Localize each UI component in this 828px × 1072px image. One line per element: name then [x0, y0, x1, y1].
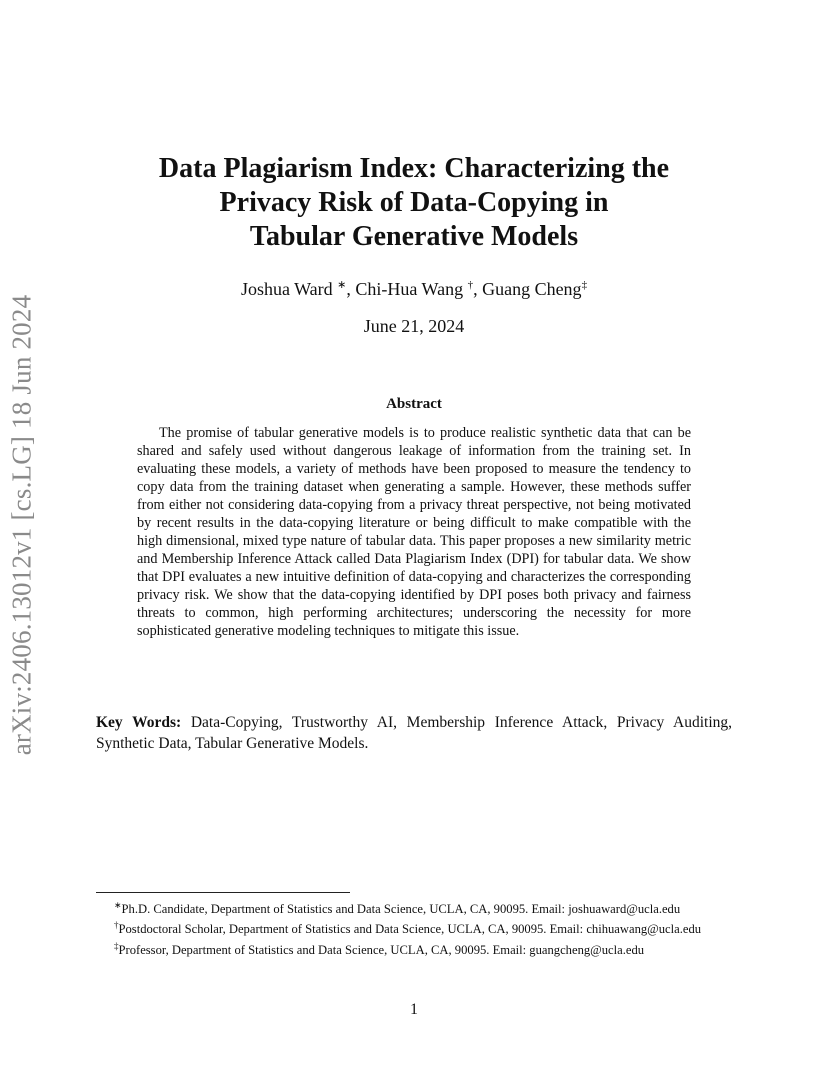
footnote-text: Professor, Department of Statistics and Data Science, UCLA, CA, 90095. Email: guangcheng@ucla.edu: [118, 942, 645, 957]
footnote-mark: ∗: [114, 900, 122, 910]
author-separator: ,: [473, 279, 483, 299]
keywords-text: Data-Copying, Trustworthy AI, Membership Inference Attack, Privacy Auditing, Synthetic Data, Tabular Generative Models.: [96, 714, 732, 752]
author-footnote-mark: ‡: [581, 279, 588, 291]
title-line: Privacy Risk of Data-Copying in: [219, 187, 609, 218]
footnote-text: Ph.D. Candidate, Department of Statistics and Data Science, UCLA, CA, 90095. Email: joshuaward@ucla.edu: [121, 902, 681, 917]
footnote-mark: ‡: [114, 940, 119, 951]
keywords: [96, 712, 732, 754]
abstract-text: The promise of tabular generative models is to produce realistic synthetic data that can be shared and safely used without dangerous leakage of information from the training set. In evaluating these models, a variety of methods have been proposed to measure the tendency to copy data from the training dataset when generating a sample. However, these methods suffer from either not considering data-copying from a privacy threat perspective, not being motivated by recent results in the data-copying literature or being difficult to make compatible with the high dimensional, mixed type nature of tabular data. This paper proposes a new similarity metric and Membership Inference Attack called Data Plagiarism Index (DPI) for tabular data. We show that DPI evaluates a new intuitive definition of data-copying and characterizes the corresponding privacy risk. We show that the data-copying identified by DPI poses both privacy and fairness threats to common, high performing architectures; underscoring the necessity for more sophisticated generative modeling techniques to mitigate this issue.: [137, 425, 691, 639]
author-list: [96, 278, 732, 300]
arxiv-identifier-stamp: arXiv:2406.13012v1 [cs.LG] 18 Jun 2024: [6, 294, 37, 756]
author-footnote-mark: †: [467, 279, 474, 291]
author-footnote-mark: ∗: [337, 279, 347, 291]
author-name: Guang Cheng: [482, 279, 582, 299]
footnote: [96, 897, 732, 917]
author-separator: ,: [346, 279, 356, 299]
title-line: Data Plagiarism Index: Characterizing the: [158, 153, 670, 184]
page-number: 1: [410, 1001, 418, 1018]
keywords-label: Key Words:: [96, 714, 182, 731]
title-line: Tabular Generative Models: [249, 221, 579, 252]
footnote: [96, 917, 732, 937]
footnote-rule: [96, 892, 350, 893]
author-name: Joshua Ward: [240, 279, 333, 299]
footnote: [96, 938, 732, 958]
footnote-mark: †: [114, 920, 119, 931]
footnote-text: Postdoctoral Scholar, Department of Statistics and Data Science, UCLA, CA, 90095. Email: chihuawang@ucla.edu: [118, 922, 702, 937]
author-name: Chi-Hua Wang: [355, 279, 464, 299]
paper-title: [96, 152, 732, 254]
abstract-heading: Abstract: [386, 396, 442, 412]
publication-date: June 21, 2024: [363, 316, 465, 336]
footnotes: [96, 897, 732, 958]
